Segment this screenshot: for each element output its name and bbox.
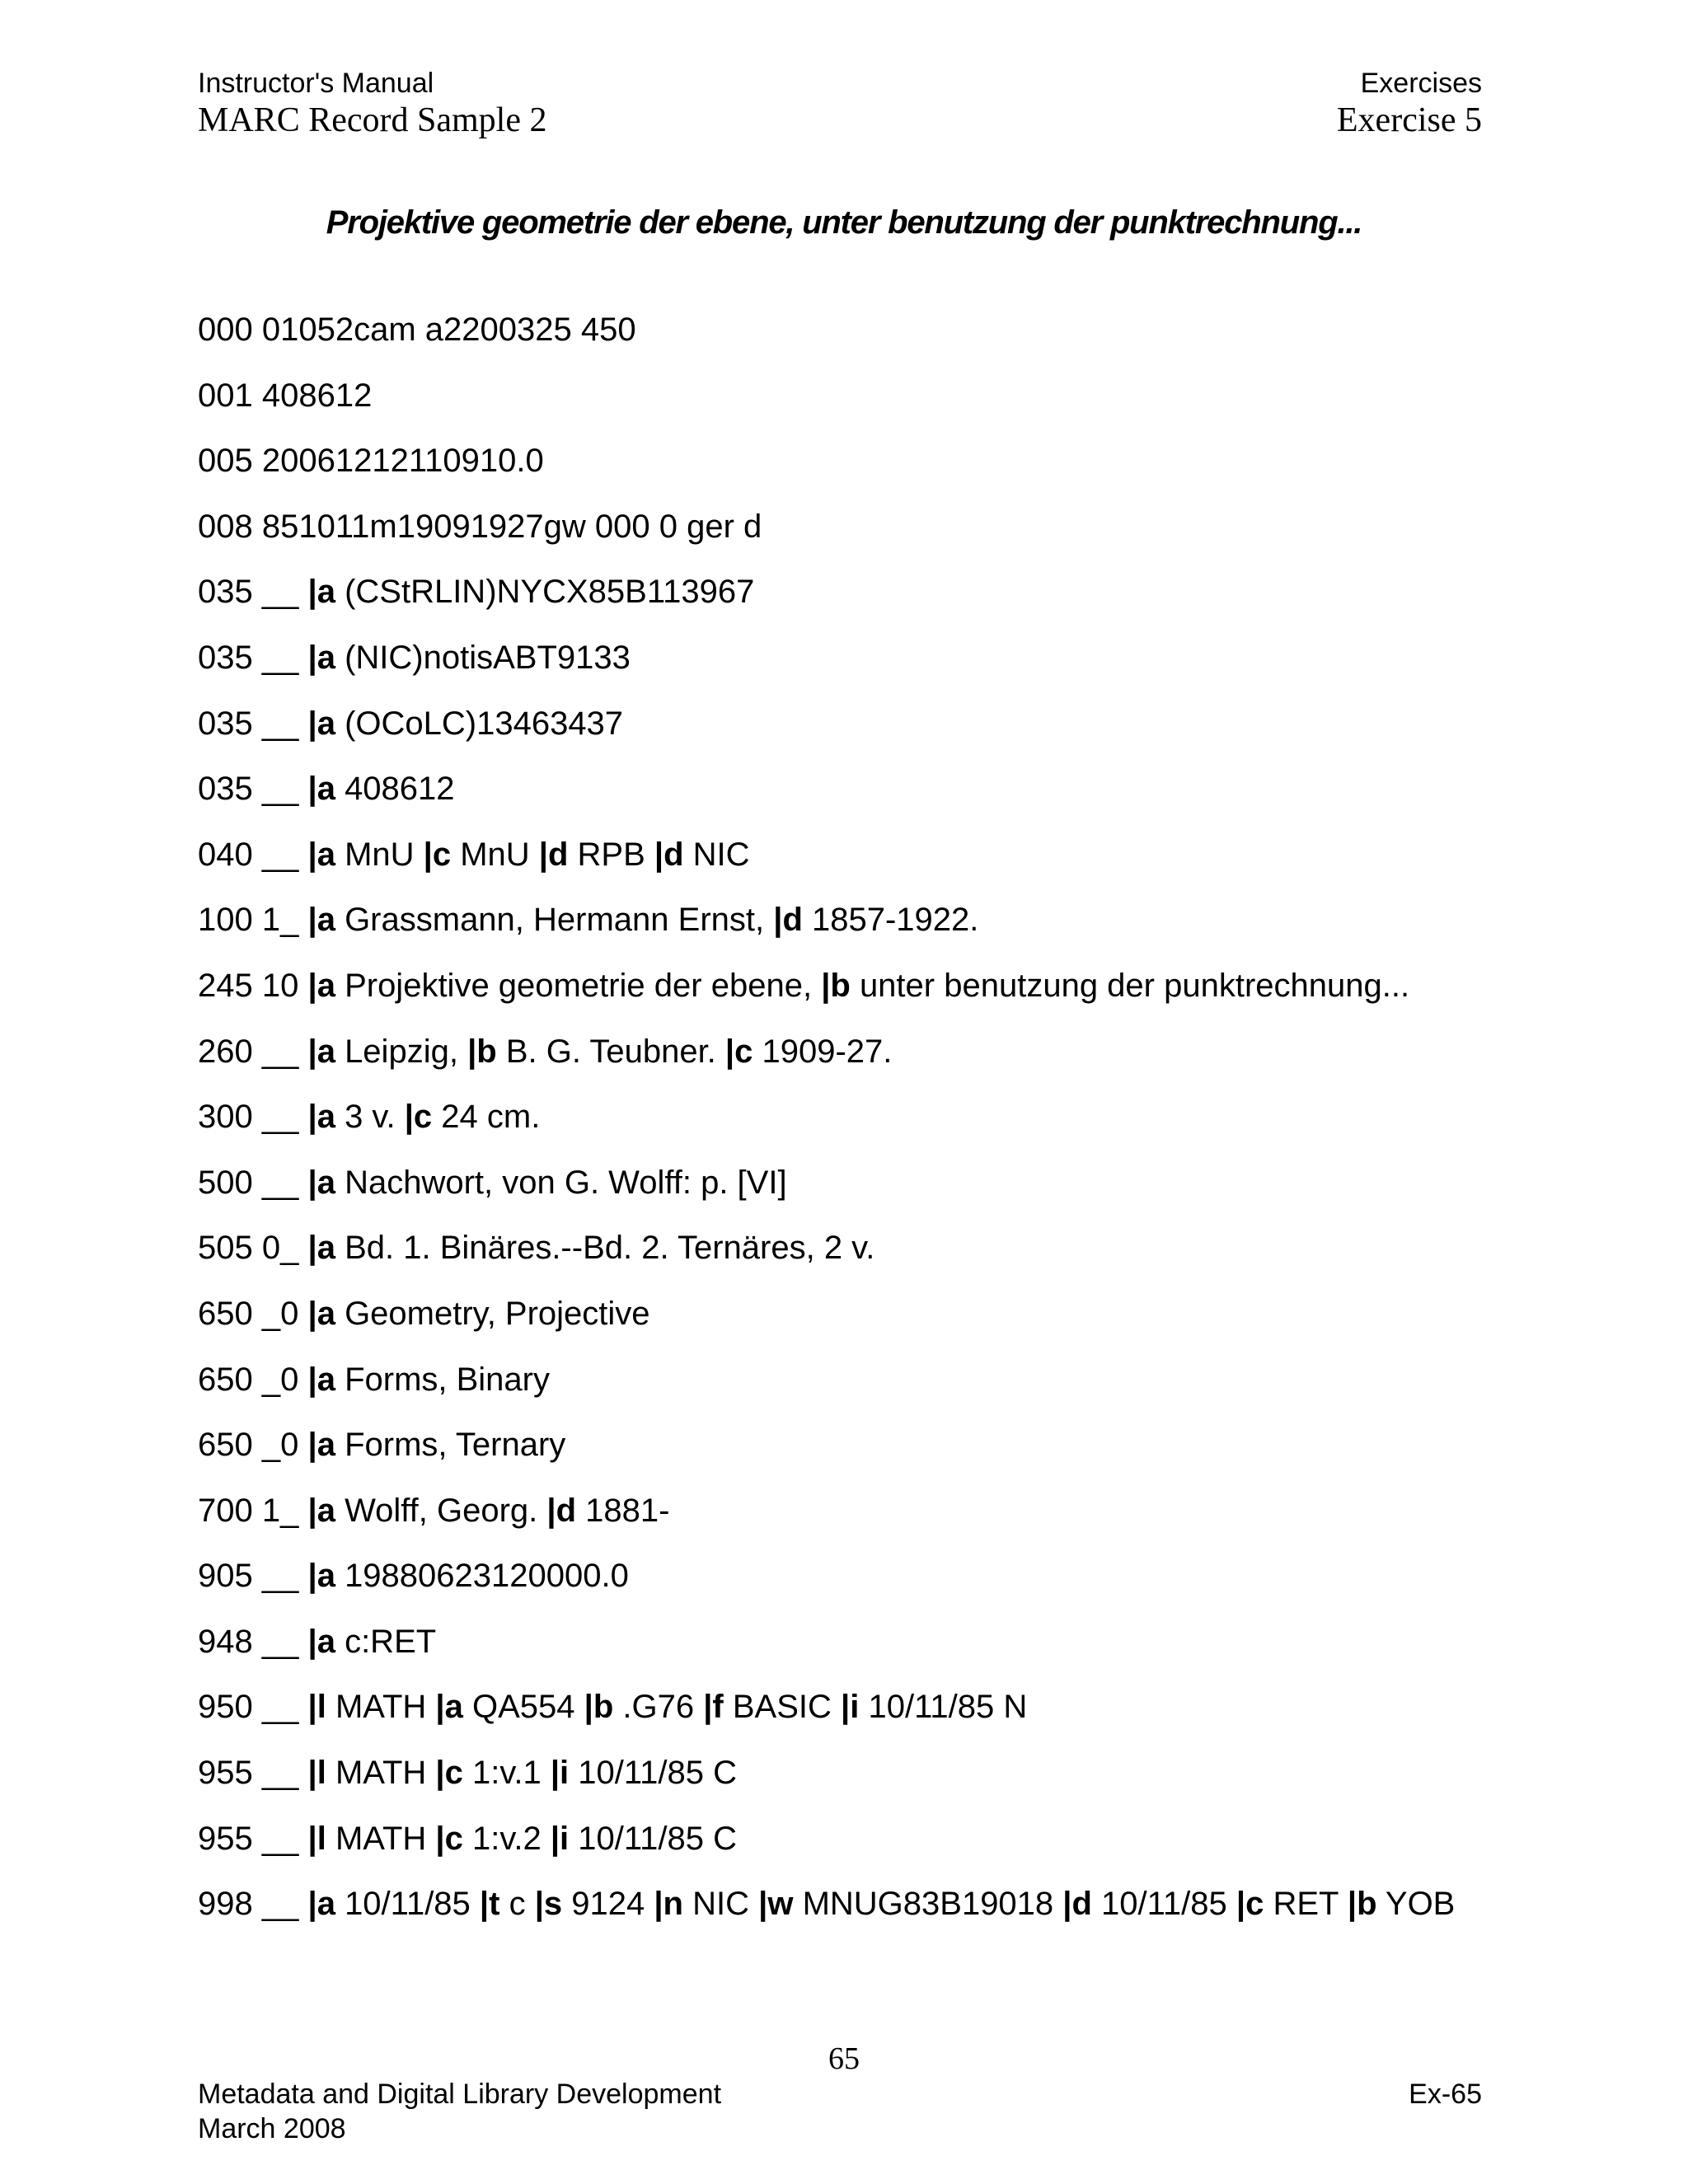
subfield-value: 1881-	[585, 1492, 670, 1529]
subfield-code: |l	[307, 1755, 326, 1792]
subfield-code: |a	[307, 574, 335, 611]
subfield-value: Geometry, Projective	[345, 1295, 650, 1332]
page-title: Projektive geometrie der ebene, unter benutzung der punktrechnung...	[326, 204, 1362, 241]
subfield-code: |a	[307, 836, 335, 873]
field-indicators: 10	[261, 967, 299, 1004]
field-indicators: __	[261, 1755, 299, 1792]
marc-field-245	[198, 963, 1455, 1029]
field-indicators: __	[261, 1558, 299, 1595]
subfield-code: |d	[1062, 1886, 1092, 1923]
field-indicators: __	[261, 1623, 299, 1660]
marc-field-035	[198, 569, 1455, 635]
subfield-value: MATH	[335, 1689, 427, 1726]
field-tag: 035	[198, 705, 253, 742]
subfield-code: |a	[307, 639, 335, 676]
subfield-value: 408612	[345, 771, 455, 808]
field-tag: 998	[198, 1886, 253, 1923]
subfield-value: RPB	[577, 836, 645, 873]
subfield-value: B. G. Teubner.	[505, 1033, 716, 1070]
field-tag: 650	[198, 1295, 253, 1332]
subfield-value: MnU	[460, 836, 530, 873]
marc-field-040	[198, 832, 1455, 898]
marc-field-955	[198, 1750, 1455, 1816]
subfield-value: 1909-27.	[762, 1033, 893, 1070]
subfield-value: 3 v.	[345, 1099, 396, 1136]
field-tag: 955	[198, 1820, 253, 1857]
subfield-value: Forms, Binary	[345, 1361, 550, 1398]
marc-field-500	[198, 1160, 1455, 1226]
marc-field-001	[198, 373, 1455, 438]
header-left	[198, 66, 546, 140]
field-tag: 000	[198, 312, 253, 348]
field-indicators: 1_	[261, 902, 299, 939]
field-tag: 005	[198, 443, 253, 480]
marc-field-260	[198, 1029, 1455, 1094]
field-indicators: __	[261, 639, 299, 676]
footer-page-code: Ex-65	[1409, 2079, 1482, 2110]
subfield-code: |b	[584, 1689, 614, 1726]
subfield-value: 851011m19091927gw 000 0 ger d	[261, 508, 762, 545]
field-tag: 035	[198, 771, 253, 808]
marc-field-000	[198, 307, 1455, 373]
subfield-code: |a	[307, 1099, 335, 1136]
field-indicators: 0_	[261, 1230, 299, 1267]
marc-field-300	[198, 1094, 1455, 1160]
subfield-value: 10/11/85 C	[578, 1820, 738, 1857]
subfield-value: MATH	[335, 1755, 427, 1792]
marc-field-650	[198, 1291, 1455, 1357]
subfield-value: 10/11/85 C	[578, 1755, 738, 1792]
marc-field-035	[198, 766, 1455, 832]
header-right	[1337, 66, 1482, 140]
subfield-value: c:RET	[345, 1623, 437, 1660]
subfield-value: (OCoLC)13463437	[345, 705, 624, 742]
field-tag: 245	[198, 967, 253, 1004]
field-tag: 035	[198, 639, 253, 676]
subfield-code: |l	[307, 1689, 326, 1726]
field-indicators: __	[261, 1820, 299, 1857]
field-indicators: __	[261, 771, 299, 808]
field-indicators: __	[261, 1099, 299, 1136]
subfield-code: |a	[307, 1295, 335, 1332]
subfield-code: |i	[550, 1820, 570, 1857]
subfield-code: |a	[307, 1427, 335, 1464]
field-indicators: __	[261, 836, 299, 873]
subfield-code: |i	[550, 1755, 570, 1792]
subfield-code: |c	[1236, 1886, 1264, 1923]
subfield-value: Grassmann, Hermann Ernst,	[345, 902, 765, 939]
subfield-value: unter benutzung der punktrechnung...	[859, 967, 1410, 1004]
subfield-value: (CStRLIN)NYCX85B113967	[345, 574, 755, 611]
marc-record	[198, 307, 1455, 1947]
section-label: Exercises	[1360, 68, 1482, 99]
field-indicators: _0	[261, 1295, 299, 1332]
marc-field-035	[198, 701, 1455, 766]
subfield-code: |c	[423, 836, 452, 873]
subfield-value: Leipzig,	[345, 1033, 458, 1070]
subfield-code: |c	[435, 1755, 463, 1792]
subfield-code: |a	[307, 902, 335, 939]
field-indicators: __	[261, 1164, 299, 1201]
subfield-code: |c	[404, 1099, 433, 1136]
subfield-value: (NIC)notisABT9133	[345, 639, 631, 676]
subfield-code: |b	[467, 1033, 497, 1070]
field-indicators: _0	[261, 1427, 299, 1464]
subfield-value: NIC	[692, 836, 750, 873]
subfield-value: Projektive geometrie der ebene,	[345, 967, 813, 1004]
field-indicators: __	[261, 705, 299, 742]
field-tag: 040	[198, 836, 253, 873]
subfield-code: |a	[307, 1492, 335, 1529]
exercise-label: Exercise 5	[1336, 101, 1482, 139]
footer-date: March 2008	[198, 2113, 346, 2144]
subfield-value: 10/11/85 N	[868, 1689, 1028, 1726]
field-indicators: __	[261, 1033, 299, 1070]
subfield-code: |t	[479, 1886, 500, 1923]
subfield-code: |s	[534, 1886, 563, 1923]
subfield-value: NIC	[692, 1886, 749, 1923]
subfield-value: Nachwort, von G. Wolff: p. [VI]	[345, 1164, 787, 1201]
marc-field-100	[198, 897, 1455, 963]
field-indicators: 1_	[261, 1492, 299, 1529]
marc-field-005	[198, 438, 1455, 504]
field-tag: 650	[198, 1361, 253, 1398]
subfield-code: |a	[307, 1033, 335, 1070]
subfield-code: |a	[307, 1230, 335, 1267]
subfield-code: |a	[435, 1689, 463, 1726]
manual-label: Instructor's Manual	[198, 68, 434, 99]
marc-field-948	[198, 1619, 1455, 1685]
field-tag: 948	[198, 1623, 253, 1660]
marc-field-008	[198, 504, 1455, 569]
field-tag: 100	[198, 902, 253, 939]
subfield-value: YOB	[1385, 1886, 1456, 1923]
subfield-code: |a	[307, 771, 335, 808]
field-tag: 950	[198, 1689, 253, 1726]
subfield-code: |a	[307, 705, 335, 742]
field-tag: 955	[198, 1755, 253, 1792]
subfield-value: 10/11/85	[345, 1886, 471, 1923]
subfield-code: |a	[307, 1623, 335, 1660]
subfield-value: 19880623120000.0	[345, 1558, 629, 1595]
marc-field-505	[198, 1225, 1455, 1291]
field-tag: 008	[198, 508, 253, 545]
marc-field-950	[198, 1684, 1455, 1750]
page-number: 65	[828, 2041, 860, 2076]
subfield-code: |c	[724, 1033, 753, 1070]
subfield-code: |b	[821, 967, 851, 1004]
subfield-code: |a	[307, 967, 335, 1004]
subfield-value: c	[509, 1886, 526, 1923]
subfield-code: |d	[546, 1492, 576, 1529]
marc-field-905	[198, 1553, 1455, 1619]
subfield-value: RET	[1273, 1886, 1339, 1923]
subfield-value: 24 cm.	[441, 1099, 541, 1136]
field-tag: 035	[198, 574, 253, 611]
subfield-code: |f	[703, 1689, 724, 1726]
marc-field-035	[198, 635, 1455, 701]
subfield-code: |w	[758, 1886, 794, 1923]
field-indicators: __	[261, 1689, 299, 1726]
subfield-value: Forms, Ternary	[345, 1427, 566, 1464]
subfield-value: 1:v.1	[471, 1755, 542, 1792]
subfield-value: 408612	[261, 377, 373, 414]
subfield-code: |d	[654, 836, 684, 873]
subfield-code: |a	[307, 1558, 335, 1595]
marc-field-650	[198, 1422, 1455, 1488]
field-tag: 505	[198, 1230, 253, 1267]
sample-title: MARC Record Sample 2	[198, 101, 547, 139]
subfield-value: 1:v.2	[471, 1820, 542, 1857]
marc-field-955	[198, 1816, 1455, 1882]
subfield-value: Bd. 1. Binäres.--Bd. 2. Ternäres, 2 v.	[345, 1230, 875, 1267]
subfield-code: |b	[1347, 1886, 1377, 1923]
field-indicators: __	[261, 1886, 299, 1923]
field-indicators: _0	[261, 1361, 299, 1398]
subfield-value: 20061212110910.0	[261, 443, 544, 480]
field-tag: 650	[198, 1427, 253, 1464]
subfield-code: |d	[773, 902, 803, 939]
subfield-code: |a	[307, 1886, 335, 1923]
marc-field-700	[198, 1488, 1455, 1554]
subfield-value: MNUG83B19018	[802, 1886, 1054, 1923]
subfield-code: |l	[307, 1820, 326, 1857]
field-indicators: __	[261, 574, 299, 611]
subfield-value: 1857-1922.	[812, 902, 979, 939]
field-tag: 001	[198, 377, 253, 414]
subfield-value: MATH	[335, 1820, 427, 1857]
field-tag: 905	[198, 1558, 253, 1595]
footer-course-title: Metadata and Digital Library Development	[198, 2079, 722, 2110]
subfield-value: 10/11/85	[1101, 1886, 1227, 1923]
subfield-value: 9124	[571, 1886, 645, 1923]
subfield-value: 01052cam a2200325 450	[261, 312, 636, 348]
subfield-value: Wolff, Georg.	[345, 1492, 538, 1529]
marc-field-998	[198, 1881, 1455, 1947]
subfield-code: |d	[538, 836, 569, 873]
field-tag: 500	[198, 1164, 253, 1201]
subfield-value: .G76	[622, 1689, 695, 1726]
subfield-code: |a	[307, 1361, 335, 1398]
field-tag: 300	[198, 1099, 253, 1136]
subfield-value: MnU	[345, 836, 415, 873]
field-tag: 260	[198, 1033, 253, 1070]
subfield-code: |n	[654, 1886, 683, 1923]
subfield-code: |c	[435, 1820, 463, 1857]
subfield-code: |a	[307, 1164, 335, 1201]
field-tag: 700	[198, 1492, 253, 1529]
marc-field-650	[198, 1357, 1455, 1422]
subfield-code: |i	[841, 1689, 860, 1726]
subfield-value: QA554	[471, 1689, 575, 1726]
subfield-value: BASIC	[732, 1689, 832, 1726]
footer-left	[198, 2077, 721, 2146]
